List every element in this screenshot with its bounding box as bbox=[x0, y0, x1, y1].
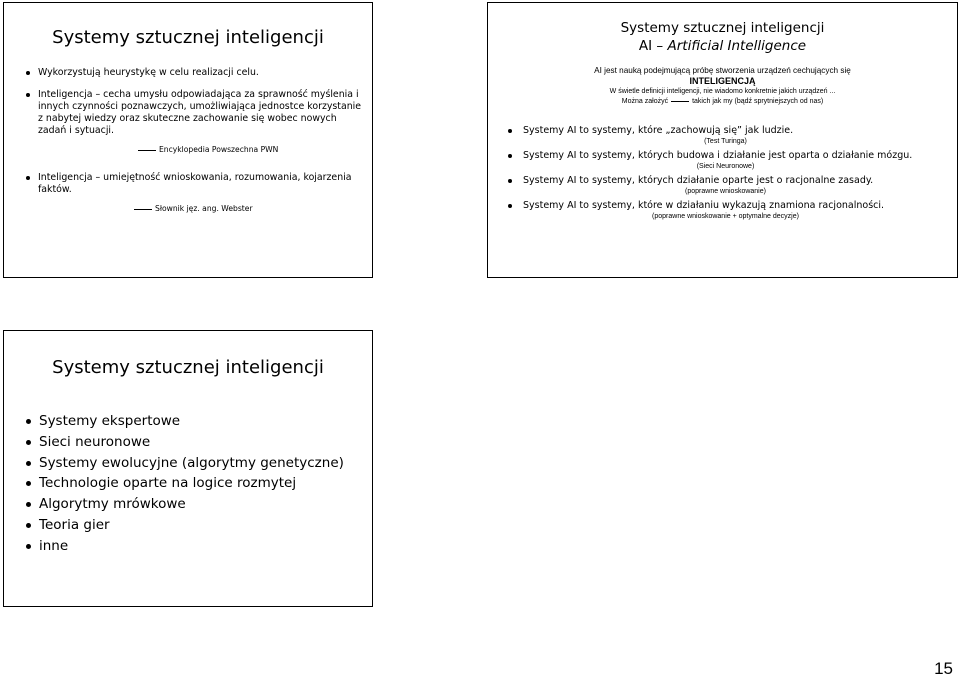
bullet-text: Sieci neuronowe bbox=[39, 433, 151, 450]
dash-icon bbox=[134, 209, 152, 210]
bullet-text: Algorytmy mrówkowe bbox=[39, 496, 186, 513]
list-item bbox=[26, 473, 344, 494]
bullet-text: Inteligencja – umiejętność wnioskowania, rozumowania, kojarzenia faktów. bbox=[38, 172, 352, 195]
bullet-icon bbox=[26, 523, 31, 528]
bullet-text: Systemy AI to systemy, które „zachowują się” jak ludzie. bbox=[523, 125, 794, 136]
bullet-note: (Test Turinga) bbox=[704, 138, 747, 145]
slide-1 bbox=[3, 2, 373, 278]
bullet-icon bbox=[26, 544, 31, 549]
title-line-2 bbox=[488, 37, 957, 55]
dash-icon bbox=[671, 101, 689, 102]
definition-line-4-b: takich jak my (bądź sprytniejszych od nas) bbox=[692, 98, 824, 105]
bullet-icon bbox=[26, 481, 31, 486]
list-item bbox=[26, 67, 362, 79]
list-item bbox=[26, 515, 344, 536]
bullet-text: Inteligencja – cecha umysłu odpowiadająca za sprawność myślenia i innych czynności poznawczych, umożliwiająca jednostce korzystanie z nabytej wiedzy oraz skuteczne zachowanie się wobec nowych zadań i sytuacji. bbox=[38, 89, 362, 136]
list-item bbox=[26, 432, 344, 453]
definition-line-4 bbox=[488, 97, 957, 107]
bullet-icon bbox=[26, 419, 31, 424]
bullet-icon bbox=[26, 71, 30, 75]
title-prefix: AI – bbox=[638, 38, 668, 54]
source-citation bbox=[38, 204, 362, 214]
definition-line-3: W świetle definicji inteligencji, nie wiadomo konkretnie jakich urządzeń ... bbox=[609, 88, 836, 95]
list-item bbox=[508, 175, 948, 197]
bullet-text: Systemy AI to systemy, których działanie oparte jest o racjonalne zasady. bbox=[523, 175, 874, 186]
definition-keyword: INTELIGENCJĄ bbox=[689, 76, 756, 86]
bullet-icon bbox=[26, 176, 30, 180]
bullet-note: (poprawne wnioskowanie) bbox=[685, 188, 766, 195]
bullet-note: (Sieci Neuronowe) bbox=[696, 163, 755, 170]
source-citation bbox=[38, 145, 362, 155]
list-item bbox=[508, 150, 948, 172]
definition-line-1: AI jest nauką podejmującą próbę stworzenia urządzeń cechujących się bbox=[594, 66, 851, 75]
bullet-note: (poprawne wnioskowanie + optymalne decyzje) bbox=[652, 213, 799, 220]
bullet-text: Systemy AI to systemy, których budowa i działanie jest oparta o działanie mózgu. bbox=[523, 150, 913, 161]
bullet-icon bbox=[26, 461, 31, 466]
slide-2-title bbox=[488, 19, 957, 55]
slide-2 bbox=[487, 2, 958, 278]
bullet-icon bbox=[508, 154, 512, 158]
bullet-text: Systemy ekspertowe bbox=[39, 413, 181, 429]
title-italic: Artificial Intelligence bbox=[667, 38, 807, 54]
slide-1-title: Systemy sztucznej inteligencji bbox=[52, 27, 324, 48]
list-item bbox=[26, 453, 344, 474]
bullet-icon bbox=[508, 179, 512, 183]
bullet-text: inne bbox=[39, 537, 69, 554]
bullet-icon bbox=[508, 204, 512, 208]
bullet-text: Teoria gier bbox=[39, 516, 110, 533]
source-text: Słownik jęz. ang. Webster bbox=[155, 204, 253, 213]
page-number: 15 bbox=[934, 659, 953, 678]
list-item bbox=[26, 536, 344, 557]
bullet-text: Wykorzystują heurystykę w celu realizacji celu. bbox=[38, 67, 259, 78]
slide-2-bullet-list bbox=[508, 125, 948, 222]
bullet-icon bbox=[508, 129, 512, 133]
list-item bbox=[26, 89, 362, 155]
slide-3-bullet-list bbox=[26, 411, 344, 557]
slide-3 bbox=[3, 330, 373, 607]
list-item bbox=[26, 494, 344, 515]
list-item bbox=[508, 125, 948, 147]
slide-3-title: Systemy sztucznej inteligencji bbox=[52, 357, 324, 378]
list-item bbox=[26, 172, 362, 214]
source-text: Encyklopedia Powszechna PWN bbox=[159, 145, 279, 154]
list-item bbox=[26, 411, 344, 432]
ai-definition bbox=[488, 65, 957, 107]
bullet-icon bbox=[26, 93, 30, 97]
bullet-text: Systemy ewolucyjne (algorytmy genetyczne) bbox=[39, 454, 344, 471]
bullet-icon bbox=[26, 502, 31, 507]
bullet-text: Systemy AI to systemy, które w działaniu wykazują znamiona racjonalności. bbox=[523, 200, 885, 211]
list-item bbox=[508, 200, 948, 222]
dash-icon bbox=[138, 150, 156, 151]
bullet-icon bbox=[26, 440, 31, 445]
definition-line-4-a: Można założyć bbox=[621, 98, 669, 105]
slide-1-bullet-list bbox=[26, 67, 362, 214]
bullet-text: Technologie oparte na logice rozmytej bbox=[39, 475, 297, 492]
title-line-1: Systemy sztucznej inteligencji bbox=[620, 20, 825, 36]
